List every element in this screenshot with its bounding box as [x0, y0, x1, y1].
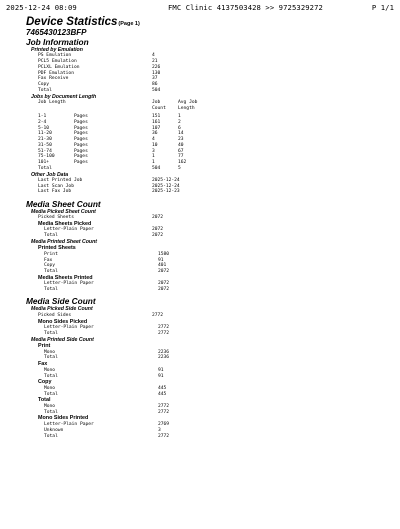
stat-cell: Job: [152, 100, 161, 106]
stat-cell: 5: [178, 165, 181, 171]
fax-datetime: 2025-12-24 08:09: [6, 3, 77, 12]
stat-cell: 401: [158, 263, 167, 269]
stat-cell: 2025-12-24: [152, 177, 180, 183]
section-media-side-count: Media Side Count: [26, 296, 96, 307]
stat-cell: 2772: [152, 312, 164, 318]
stat-cell: 1: [152, 160, 155, 166]
subsection-other-job-data: Other Job Data: [31, 171, 69, 178]
stat-cell: Letter-Plain Paper: [44, 281, 94, 287]
stat-cell: 14: [178, 131, 184, 137]
stat-cell: Mono: [44, 403, 56, 409]
stat-cell: Avg Job: [178, 100, 198, 106]
stat-cell: 2072: [158, 281, 170, 287]
subsection-jobs-by-length: Jobs by Document Length: [31, 93, 97, 100]
stat-row: [26, 434, 386, 440]
stat-cell: 2236: [158, 355, 170, 361]
stat-cell: 130: [152, 70, 161, 76]
stat-cell: Pages: [74, 142, 88, 148]
stat-row: [26, 287, 386, 293]
fax-page-number: P 1/1: [371, 3, 394, 12]
subsection-printed-by-emulation: Printed by Emulation: [31, 47, 83, 53]
fax-sender-info: FMC Clinic 4137503428 >> 9725329272: [168, 3, 323, 12]
stat-cell: 3: [152, 148, 155, 154]
stat-cell: 75-100: [38, 154, 55, 160]
stat-row: [26, 355, 386, 361]
device-statistics-report: [26, 16, 386, 439]
stat-cell: 2236: [158, 349, 170, 355]
stat-cell: PDF Emulation: [38, 70, 74, 76]
stat-cell: 37: [152, 76, 158, 82]
fax-header: [6, 3, 394, 13]
table-header-row: [26, 106, 386, 112]
stat-row: [26, 410, 386, 416]
stat-cell: 4: [152, 53, 155, 59]
stat-row: [26, 331, 386, 337]
stat-cell: Fax: [44, 257, 53, 263]
stat-cell: Total: [44, 287, 58, 293]
stat-row: [26, 215, 386, 221]
stat-cell: Mono: [44, 367, 56, 373]
stat-cell: 4: [152, 137, 155, 143]
stat-cell: Fax Receive: [38, 76, 69, 82]
stat-cell: Total: [44, 233, 58, 239]
stat-cell: Pages: [74, 114, 88, 120]
group-mono-sides-picked: Mono Sides Picked: [38, 318, 88, 325]
stat-cell: 2772: [158, 403, 170, 409]
stat-cell: 31-50: [38, 142, 52, 148]
stat-cell: 67: [178, 148, 184, 154]
device-serial: 7465430123BFP: [26, 28, 87, 37]
stat-row: [26, 88, 386, 94]
stat-cell: 2072: [152, 233, 164, 239]
stat-cell: 107: [152, 125, 161, 131]
group-fax: Fax: [38, 361, 48, 368]
stat-cell: 11-20: [38, 131, 52, 137]
stat-cell: Pages: [74, 125, 88, 131]
stat-cell: Mono: [44, 385, 56, 391]
stat-cell: 36: [152, 131, 158, 137]
stat-cell: Total: [44, 269, 58, 275]
stat-cell: 77: [178, 154, 184, 160]
stat-cell: 51-74: [38, 148, 52, 154]
subsection-media-picked-side-count: Media Picked Side Count: [31, 306, 93, 313]
group-media-sheets-printed: Media Sheets Printed: [38, 274, 93, 281]
stat-cell: Pages: [74, 119, 88, 125]
group-print: Print: [38, 343, 51, 350]
stat-row: [26, 233, 386, 239]
stat-cell: 2025-12-24: [152, 183, 180, 189]
stat-cell: 91: [158, 257, 164, 263]
stat-cell: Letter-Plain Paper: [44, 227, 94, 233]
stat-cell: Pages: [74, 160, 88, 166]
stat-cell: Total: [44, 330, 58, 336]
stat-cell: 504: [152, 165, 161, 171]
stat-row: [26, 313, 386, 319]
stat-cell: 5-10: [38, 125, 50, 131]
stat-cell: Pages: [74, 131, 88, 137]
stat-cell: Total: [44, 433, 58, 439]
stat-cell: 91: [158, 373, 164, 379]
stat-row: [26, 374, 386, 380]
stat-cell: 161: [152, 119, 161, 125]
stat-cell: Total: [44, 409, 58, 415]
stat-cell: 2072: [152, 227, 164, 233]
stat-cell: 23: [178, 137, 184, 143]
group-printed-sheets: Printed Sheets: [38, 245, 76, 252]
stat-cell: 2-4: [38, 119, 47, 125]
subsection-media-printed-side-count: Media Printed Side Count: [31, 336, 94, 343]
section-media-sheet-count: Media Sheet Count: [26, 198, 101, 209]
page-note: (Page 1): [118, 21, 140, 27]
stat-cell: 2769: [158, 422, 170, 428]
group-mono-sides-printed: Mono Sides Printed: [38, 415, 89, 422]
stat-cell: 1: [152, 154, 155, 160]
stat-cell: Last Printed Job: [38, 177, 83, 183]
stat-cell: 1-1: [38, 114, 47, 120]
stat-cell: 162: [178, 160, 187, 166]
stat-cell: Picked Sheets: [38, 215, 74, 221]
stat-cell: 1580: [158, 251, 170, 257]
table-row: [26, 166, 386, 172]
report-title-text: Device Statistics: [26, 16, 118, 28]
group-media-sheets-picked: Media Sheets Picked: [38, 220, 92, 227]
stat-cell: Job Length: [38, 100, 66, 106]
stat-cell: 504: [152, 87, 161, 93]
stat-cell: 445: [158, 385, 167, 391]
stat-cell: 86: [152, 82, 158, 88]
stat-cell: Total: [38, 87, 52, 93]
stat-cell: Total: [38, 165, 52, 171]
stat-cell: Letter-Plain Paper: [44, 325, 94, 331]
stat-cell: 101+: [38, 160, 50, 166]
section-job-information: Job Information: [26, 37, 89, 47]
stat-cell: 2772: [158, 409, 170, 415]
stat-cell: PCL5 Emulation: [38, 59, 77, 65]
stat-cell: 2772: [158, 433, 170, 439]
report-title: [26, 16, 386, 28]
stat-cell: Total: [44, 355, 58, 361]
stat-cell: Copy: [44, 263, 56, 269]
stat-cell: 445: [158, 391, 167, 397]
stat-cell: Pages: [74, 148, 88, 154]
stat-cell: 10: [152, 142, 158, 148]
stat-cell: PS Emulation: [38, 53, 72, 59]
stat-cell: Total: [44, 391, 58, 397]
stat-cell: Pages: [74, 154, 88, 160]
stat-cell: 21: [152, 59, 158, 65]
stat-cell: 2772: [158, 325, 170, 331]
stat-cell: Letter-Plain Paper: [44, 422, 94, 428]
group-total: Total: [38, 397, 51, 404]
stat-cell: Picked Sides: [38, 312, 72, 318]
stat-cell: 6: [178, 125, 181, 131]
stat-cell: 3: [158, 427, 161, 433]
stat-cell: 21-30: [38, 137, 52, 143]
stat-cell: 2772: [158, 330, 170, 336]
group-copy: Copy: [38, 379, 52, 386]
stat-cell: Count: [152, 105, 166, 111]
stat-cell: Copy: [38, 82, 50, 88]
stat-cell: 2072: [152, 215, 164, 221]
stat-cell: 151: [152, 114, 161, 120]
subsection-media-printed-sheet-count: Media Printed Sheet Count: [31, 238, 98, 245]
stat-row: [26, 189, 386, 195]
stat-cell: Total: [44, 373, 58, 379]
stat-cell: 2072: [158, 287, 170, 293]
stat-cell: PCLXL Emulation: [38, 64, 80, 70]
stat-cell: Last Fax Job: [38, 189, 72, 195]
stat-cell: Mono: [44, 349, 56, 355]
stat-cell: 2072: [158, 269, 170, 275]
stat-cell: 2025-12-23: [152, 189, 180, 195]
stat-cell: Pages: [74, 137, 88, 143]
stat-cell: Last Scan Job: [38, 183, 74, 189]
stat-cell: Length: [178, 105, 195, 111]
stat-cell: Unknown: [44, 427, 64, 433]
stat-row: [26, 392, 386, 398]
subsection-media-picked-sheet-count: Media Picked Sheet Count: [31, 208, 96, 215]
stat-cell: 226: [152, 64, 161, 70]
stat-row: [26, 269, 386, 275]
stat-cell: 40: [178, 142, 184, 148]
stat-cell: Print: [44, 251, 58, 257]
stat-cell: 2: [178, 119, 181, 125]
stat-cell: 91: [158, 367, 164, 373]
stat-cell: 1: [178, 114, 181, 120]
